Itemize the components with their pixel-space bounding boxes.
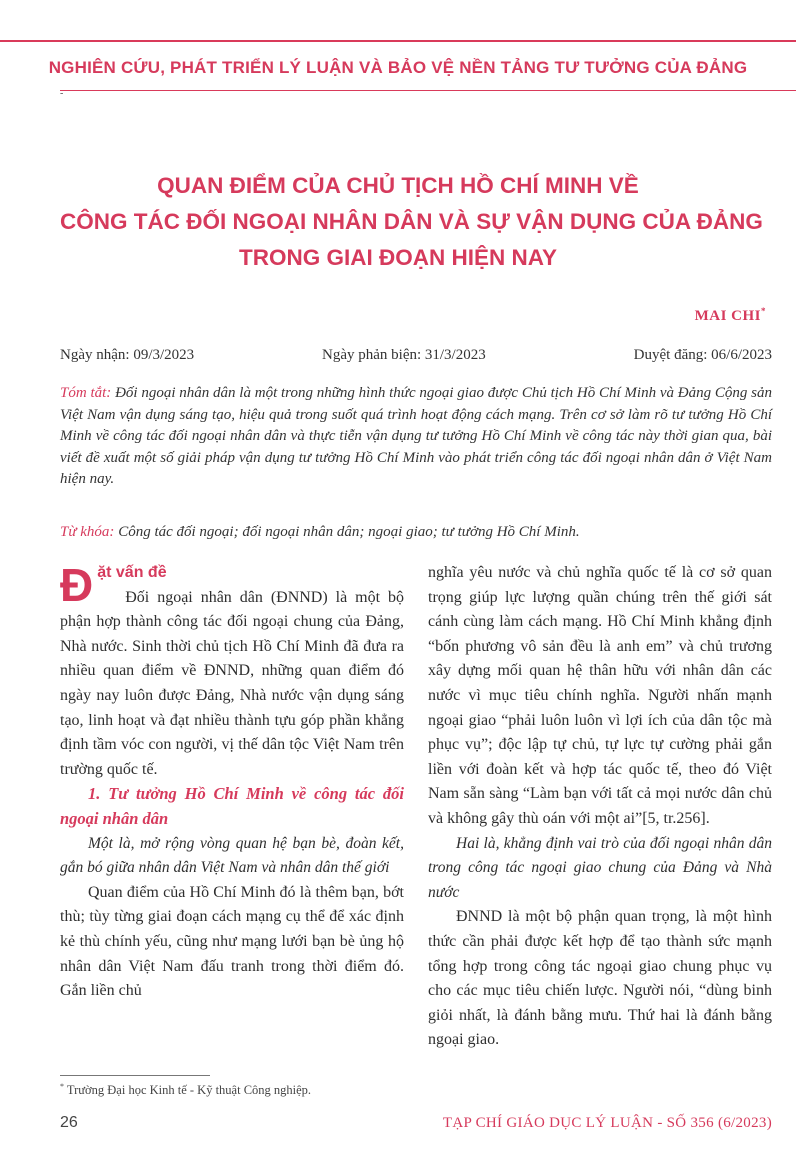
right-column <box>428 561 772 1053</box>
keywords-text: Công tác đối ngoại; đối ngoại nhân dân; ngoại giao; tư tưởng Hồ Chí Minh. <box>118 524 580 540</box>
article-title <box>60 168 763 276</box>
author-footnote-mark: * <box>761 306 766 316</box>
footnote-mark: * <box>60 1082 64 1091</box>
keywords-label: Từ khóa: <box>60 524 115 540</box>
right-paragraph-1: nghĩa yêu nước và chủ nghĩa quốc tế là cơ sở quan trọng giúp lực lượng quần chúng trên thế giới sát cánh cùng làm cách mạng. Hồ Chí Minh khẳng định “bốn phương vô sản đều là anh em” và chủ trương xây dựng mối quan hệ thân hữu với nhân dân các nước vì mục tiêu chính nghĩa. Người nhấn mạnh ngoại giao “phải luôn luôn vì lợi ích của dân tộc mà phục vụ”; độc lập tự chủ, tự lực tự cường phải gắn liền với đoàn kết và hợp tác quốc tế, theo đó Việt Nam sẵn sàng “Làm bạn với tất cả mọi nước dân chủ và không gây thù oán với một ai”[5, tr.256]. <box>428 564 772 827</box>
running-header-title: NGHIÊN CỨU, PHÁT TRIỂN LÝ LUẬN VÀ BẢO VỆ NỀN TẢNG TƯ TƯỞNG CỦA ĐẢNG <box>48 58 748 77</box>
abstract-text: Đối ngoại nhân dân là một trong những hình thức ngoại giao được Chủ tịch Hồ Chí Minh và Đảng Cộng sản Việt Nam vận dụng sáng tạo, hiệu quả trong suốt quá trình hoạt động cách mạng. Trên cơ sở làm rõ tư tưởng Hồ Chí Minh về công tác đối ngoại nhân dân và thực tiễn vận dụng tư tưởng Hồ Chí Minh về công tác này thời gian qua, bài viết đề xuất một số giải pháp vận dụng tư tưởng Hồ Chí Minh vào phát triển công tác đối ngoại nhân dân ở Việt Nam hiện nay. <box>60 385 772 487</box>
footnote-text: Trường Đại học Kinh tế - Kỹ thuật Công nghiệp. <box>66 1083 312 1098</box>
author-name: MAI CHI <box>694 308 761 324</box>
article-title-line: QUAN ĐIỂM CỦA CHỦ TỊCH HỒ CHÍ MINH VỀ <box>157 173 639 198</box>
abstract-label: Tóm tắt: <box>60 385 112 401</box>
received-date: Ngày nhận: 09/3/2023 <box>60 347 195 363</box>
subsection-1-paragraph: Quan điểm của Hồ Chí Minh đó là thêm bạn, bớt thù; tùy từng giai đoạn cách mạng cụ thể để xác định kẻ thù chính yếu, cũng như mạng lưới bạn bè ủng hộ nhân dân Việt Nam đấu tranh trong thời điểm đó. Gắn liền chủ <box>60 883 404 1000</box>
subsection-1-heading: Một là, mở rộng vòng quan hệ bạn bè, đoàn kết, gắn bó giữa nhân dân Việt Nam và nhân dân thế giới <box>60 834 404 877</box>
section-1-heading: 1. Tư tưởng Hồ Chí Minh về công tác đối ngoại nhân dân <box>60 784 404 828</box>
accepted-date: Duyệt đăng: 06/6/2023 <box>633 347 772 363</box>
footnote-rule <box>60 1075 210 1076</box>
journal-footer: TẠP CHÍ GIÁO DỤC LÝ LUẬN - SỐ 356 (6/2023) <box>442 1115 772 1131</box>
article-title-line: TRONG GIAI ĐOẠN HIỆN NAY <box>239 245 557 270</box>
article-title-line: CÔNG TÁC ĐỐI NGOẠI NHÂN DÂN VÀ SỰ VẬN DỤNG CỦA ĐẢNG <box>60 209 763 234</box>
header-rule <box>60 90 796 91</box>
author <box>695 306 766 325</box>
review-date: Ngày phản biện: 31/3/2023 <box>322 347 486 363</box>
header-dash: - <box>60 88 64 99</box>
intro-heading: ặt vấn đề <box>97 564 167 581</box>
right-paragraph-2: ĐNND là một bộ phận quan trọng, là một hình thức cần phải được kết hợp để tạo thành sức mạnh tổng hợp trong công tác ngoại giao chung phục vụ cho các mục tiêu chiến lược. Người nói, “dùng binh giỏi nhất, là đánh bằng mưu. Thứ hai là đánh bằng ngoại giao. <box>428 908 772 1049</box>
left-column <box>60 561 404 1004</box>
keywords <box>60 524 772 541</box>
intro-paragraph: Đối ngoại nhân dân (ĐNND) là một bộ phận hợp thành công tác đối ngoại chung của Đảng, Nhà nước. Sinh thời chủ tịch Hồ Chí Minh đã đưa ra nhiều quan điểm về ĐNND, những quan điểm đó ngày nay luôn được Đảng, Nhà nước vận dụng sáng tạo, linh hoạt và đạt nhiều thành tựu góp phần khẳng định tầm vóc con người, vị thế dân tộc Việt Nam trên trường quốc tế. <box>60 588 404 778</box>
footnote <box>60 1082 311 1098</box>
subsection-2-heading: Hai là, khẳng định vai trò của đối ngoại nhân dân trong công tác ngoại giao chung của Đảng và Nhà nước <box>428 834 772 901</box>
dropcap: Đ <box>60 559 94 611</box>
abstract <box>60 383 772 491</box>
page-number: 26 <box>60 1114 78 1131</box>
